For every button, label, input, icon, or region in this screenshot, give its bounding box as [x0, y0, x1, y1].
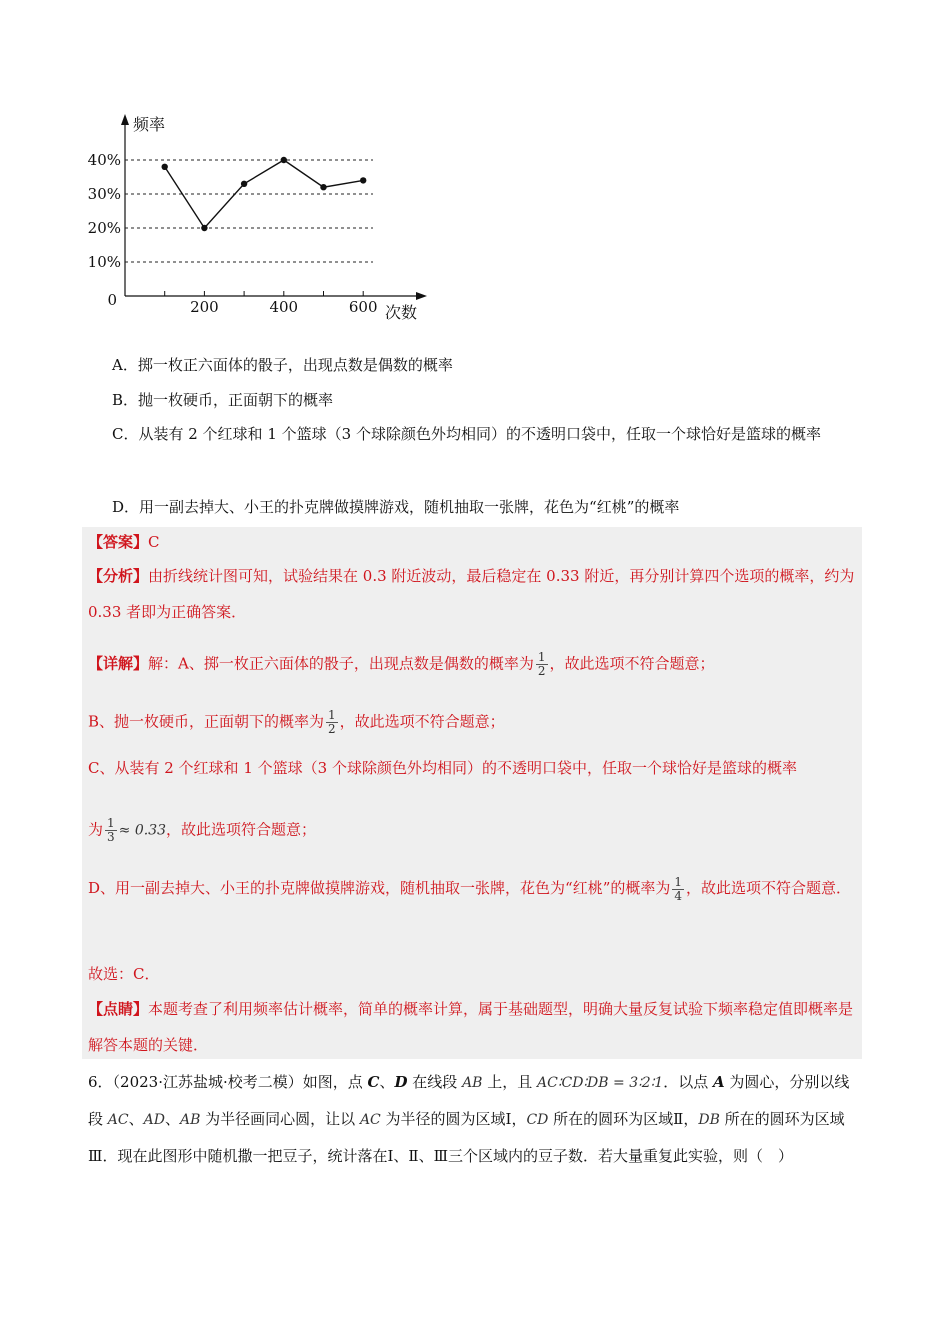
fraction-one-third: $\frac{1}{3}$	[107, 816, 115, 844]
q6-text-7: 为半径的圆为区域Ⅰ，	[380, 1110, 527, 1128]
q6-sep: 、	[379, 1073, 395, 1091]
detail-d-line	[88, 870, 858, 906]
analysis-line	[88, 558, 858, 630]
option-d: D．用一副去掉大、小王的扑克牌做摸牌游戏，随机抽取一张牌，花色为“红桃”的概率	[112, 498, 680, 516]
detail-c-line: C、从装有 2 个红球和 1 个篮球（3 个球除颜色外均相同）的不透明口袋中，任取一个球恰好是篮球的概率	[88, 759, 797, 777]
fraction-one-half-b: $\frac{1}{2}$	[328, 708, 336, 736]
answer-line	[88, 531, 858, 553]
q6-text-3: 上，且	[482, 1073, 538, 1091]
detail-c-end: ，故此选项符合题意；	[166, 820, 317, 839]
x-tick-label: 400	[269, 298, 299, 316]
comment-tag: 【点睛】	[88, 1000, 149, 1018]
question-6: 6．（2023·江苏盐城·校考二模）如图，点 C、D 在线段 AB 上，且 AC∶CD∶DB = 3∶2∶1．以点 A 为圆心，分别以线段 AC、AD、AB 为半径画同心圆，让以 AC 为半径的圆为区域Ⅰ，CD 所在的圆环为区域Ⅱ，DB 所在的圆环为区域Ⅲ．现在此图形中随机撒一把豆子，统计落在Ⅰ、Ⅱ、Ⅲ三个区域内的豆子数．若大量重复此实验，则（ ）	[88, 1073, 850, 1165]
detail-c-result-line	[88, 817, 858, 844]
data-point	[281, 157, 287, 163]
frequency-line-chart	[85, 108, 435, 328]
chart-svg	[85, 108, 435, 328]
data-point	[162, 164, 168, 170]
y-tick-label: 20%	[87, 219, 121, 237]
q6-text-5: 为圆心，分别以线段	[88, 1073, 850, 1128]
y-axis-label: 频率	[133, 115, 166, 134]
option-a: A．掷一枚正六面体的骰子，出现点数是偶数的概率	[112, 356, 453, 374]
data-point	[320, 184, 326, 190]
segment-db: DB	[698, 1112, 720, 1128]
detail-tag: 【详解】	[88, 654, 149, 673]
ratio-expression: AC∶CD∶DB = 3∶2∶1	[537, 1075, 664, 1091]
answer-panel	[82, 527, 862, 1059]
detail-b-end: ，故此选项不符合题意；	[339, 712, 505, 731]
answer-tag: 【答案】	[88, 533, 149, 551]
comment-line	[88, 991, 858, 1063]
detail-b-text: B、抛一枚硬币，正面朝下的概率为	[88, 712, 325, 731]
segment-ab: AB	[462, 1075, 483, 1091]
comment-text: 本题考查了利用频率估计概率，简单的概率计算，属于基础题型，明确大量反复试验下频率稳定值即概率是解答本题的关键．	[88, 1000, 854, 1054]
approx-value: ≈ 0.33	[118, 822, 167, 839]
data-point	[360, 177, 366, 183]
point-a: A	[713, 1073, 725, 1091]
detail-d-end: ，故此选项不符合题意．	[686, 879, 852, 897]
fraction-one-quarter: $\frac{1}{4}$	[674, 874, 683, 903]
fraction-one-half-a: $\frac{1}{2}$	[537, 650, 546, 678]
q6-text-4: ．以点	[663, 1073, 713, 1091]
conclusion-line: 故选：C．	[88, 965, 160, 983]
y-tick-label: 10%	[87, 253, 121, 271]
segment-cd: CD	[526, 1112, 549, 1128]
analysis-tag: 【分析】	[88, 567, 149, 585]
segment-ac: AC	[107, 1112, 129, 1128]
detail-d-text: D、用一副去掉大、小王的扑克牌做摸牌游戏，随机抽取一张牌，花色为“红桃”的概率为	[88, 879, 671, 897]
y-axis-arrow	[121, 114, 129, 125]
analysis-text: 由折线统计图可知，试验结果在 0.3 附近波动，最后稳定在 0.33 附近，再分别计算四个选项的概率，约为 0.33 者即为正确答案．	[88, 567, 855, 621]
answer-value: C	[148, 533, 160, 551]
point-d: D	[394, 1073, 408, 1091]
x-axis-label: 次数	[385, 303, 418, 322]
data-point	[201, 225, 207, 231]
detail-a-end: ，故此选项不符合题意；	[549, 654, 715, 673]
q6-text-8: 所在的圆环为区域Ⅱ，	[548, 1110, 699, 1128]
x-axis-arrow	[416, 292, 427, 300]
origin-label: 0	[107, 291, 117, 309]
q6-text-6: 为半径画同心圆，让以	[200, 1110, 360, 1128]
segment-ab-2: AB	[179, 1112, 201, 1128]
segment-ad: AD	[143, 1112, 165, 1128]
data-point	[241, 181, 247, 187]
x-tick-label: 600	[348, 298, 378, 316]
q6-text-2: 在线段	[407, 1073, 463, 1091]
y-tick-label: 40%	[87, 151, 121, 169]
option-b: B．抛一枚硬币，正面朝下的概率	[112, 391, 334, 409]
detail-a-text: 解：A、掷一枚正六面体的骰子，出现点数是偶数的概率为	[148, 654, 534, 673]
detail-a-line	[88, 651, 858, 678]
detail-c-mid: 为	[88, 820, 104, 839]
segment-ac-2: AC	[359, 1112, 381, 1128]
y-tick-label: 30%	[87, 185, 121, 203]
q6-text-9: 所在的圆环为区域Ⅲ．现在此图形中随机撒一把豆子，统计落在Ⅰ、Ⅱ、Ⅲ三个区域内的豆子数．若大量重复此实验，则（ ）	[88, 1110, 845, 1165]
q6-text-1: 6．（2023·江苏盐城·校考二模）如图，点	[88, 1073, 368, 1091]
detail-b-line	[88, 709, 858, 736]
point-c: C	[367, 1073, 380, 1091]
option-c: C．从装有 2 个红球和 1 个篮球（3 个球除颜色外均相同）的不透明口袋中，任取一个球恰好是篮球的概率	[112, 425, 821, 443]
x-tick-label: 200	[190, 298, 219, 316]
